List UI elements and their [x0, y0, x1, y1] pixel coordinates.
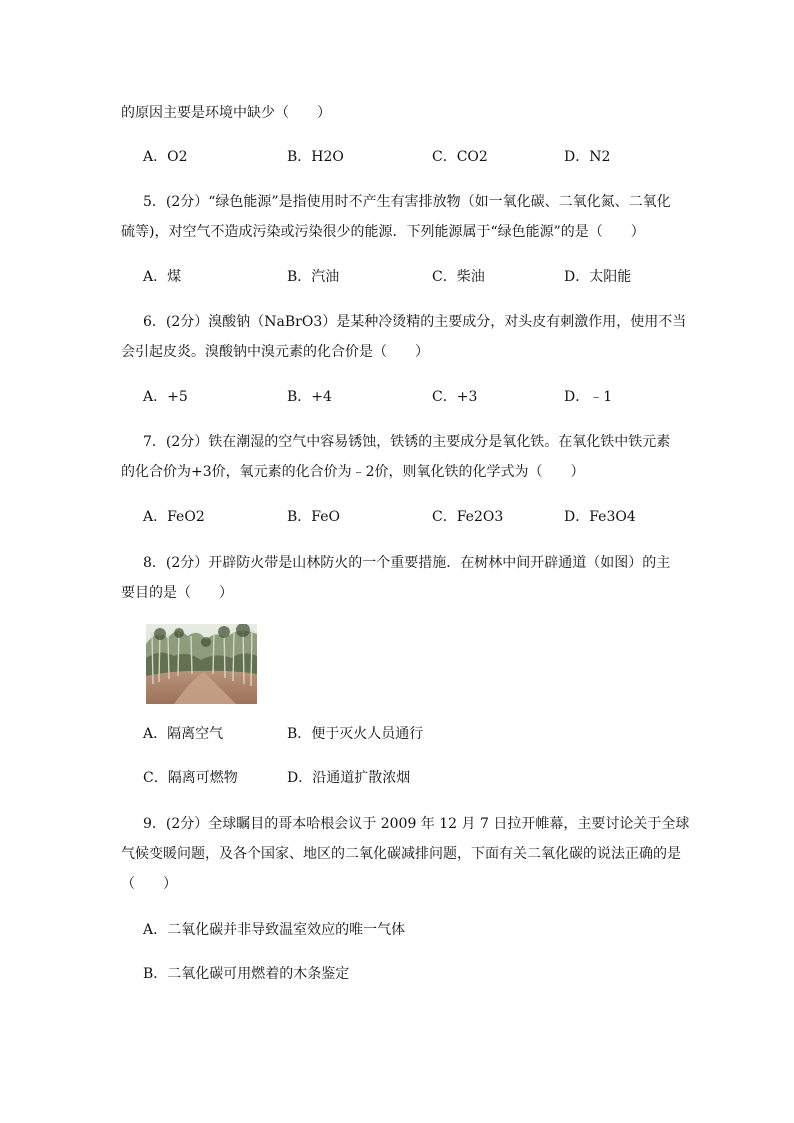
q6-stem-line-1: 6．(2分）溴酸钠（NaBrO3）是某种冷烫精的主要成分，对头皮有刺激作用，使用不当: [143, 314, 687, 330]
q4-option-c: C．CO2: [432, 149, 488, 165]
q9-stem-line-1: 9．(2分）全球瞩目的哥本哈根会议于 2009 年 12 月 7 日拉开帷幕，主要讨论关于全球: [143, 816, 690, 832]
q5-option-a: A．煤: [143, 269, 182, 285]
q6-option-d: D．﹣1: [564, 389, 613, 405]
firebreak-photo: [146, 624, 257, 704]
q5-stem-line-1: 5．(2分）“绿色能源”是指使用时不产生有害排放物（如一氧化碳、二氧化氮、二氧化: [143, 194, 671, 210]
q9-stem-line-3: （ ）: [121, 876, 177, 892]
q5-option-d: D．太阳能: [564, 269, 632, 285]
q8-option-a: A．隔离空气: [143, 726, 224, 742]
q4-option-d: D．N2: [564, 149, 611, 165]
q4-option-a: A．O2: [143, 149, 188, 165]
q8-stem-line-2: 要目的是（ ）: [121, 585, 233, 601]
q6-option-b: B．+4: [287, 389, 332, 405]
q7-stem-line-2: 的化合价为+3价，氧元素的化合价为﹣2价，则氧化铁的化学式为（ ）: [121, 464, 585, 480]
q8-stem-line-1: 8．(2分）开辟防火带是山林防火的一个重要措施．在树林中间开辟通道（如图）的主: [143, 555, 671, 571]
q5-option-c: C．柴油: [432, 269, 485, 285]
q5-option-b: B．汽油: [287, 269, 340, 285]
q7-option-a: A．FeO2: [143, 509, 205, 525]
q9-stem-line-2: 气候变暖问题，及各个国家、地区的二氧化碳减排问题，下面有关二氧化碳的说法正确的是: [121, 846, 681, 862]
q6-option-a: A．+5: [143, 389, 188, 405]
q6-option-c: C．+3: [432, 389, 478, 405]
q4-stem-line: 的原因主要是环境中缺少（ ）: [121, 105, 331, 121]
q7-stem-line-1: 7．(2分）铁在潮湿的空气中容易锈蚀，铁锈的主要成分是氧化铁。在氧化铁中铁元素: [143, 434, 671, 450]
q9-option-a: A．二氧化碳并非导致温室效应的唯一气体: [143, 922, 406, 938]
q9-option-b: B．二氧化碳可用燃着的木条鉴定: [143, 966, 350, 982]
q8-option-c: C．隔离可燃物: [143, 770, 238, 786]
q6-stem-line-2: 会引起皮炎。溴酸钠中溴元素的化合价是（ ）: [121, 344, 429, 360]
q8-option-d: D．沿通道扩散浓烟: [287, 770, 411, 786]
q4-option-b: B．H2O: [287, 149, 344, 165]
q7-option-b: B．FeO: [287, 509, 340, 525]
q5-stem-line-2: 硫等)，对空气不造成污染或污染很少的能源．下列能源属于“绿色能源”的是（ ）: [121, 224, 645, 240]
q8-option-b: B．便于灭火人员通行: [287, 726, 424, 742]
q7-option-c: C．Fe2O3: [432, 509, 504, 525]
q7-option-d: D．Fe3O4: [564, 509, 636, 525]
